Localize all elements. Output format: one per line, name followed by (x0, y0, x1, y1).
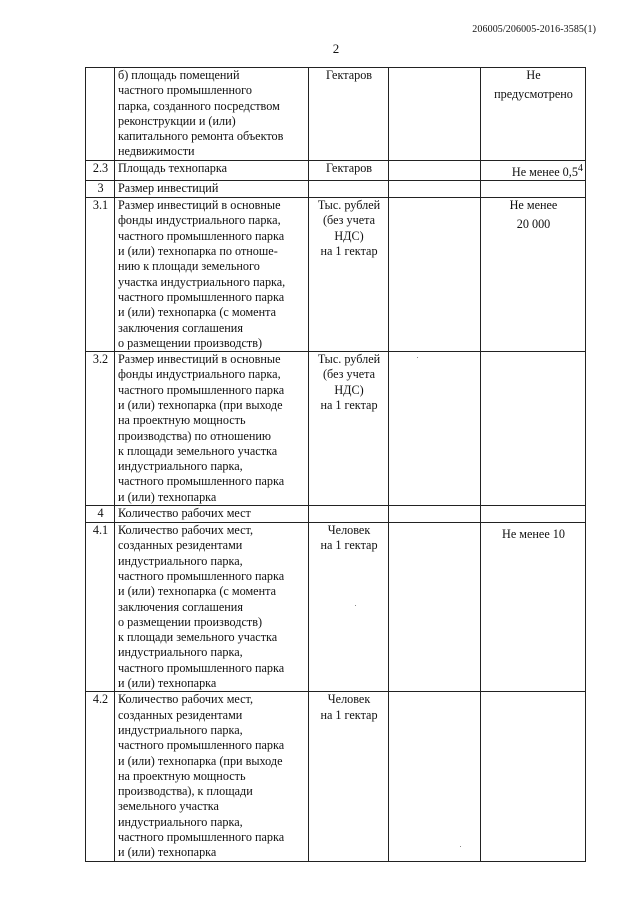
row-unit: Человек на 1 гектар (309, 523, 389, 692)
row-value-text: Не менее 10 (502, 527, 565, 542)
row-blank-cell (389, 506, 481, 523)
row-number: 4 (86, 506, 115, 523)
document-reference: 206005/206005-2016-3585(1) (472, 24, 596, 35)
row-description: Количество рабочих мест (115, 506, 309, 523)
table-row (86, 181, 586, 198)
row-value (481, 506, 586, 523)
page-number: 2 (332, 41, 340, 56)
row-value-text: Не менее 0,5 (511, 164, 578, 179)
row-unit: Человек на 1 гектар (309, 692, 389, 861)
row-description: Размер инвестиций (115, 181, 309, 198)
row-description: Количество рабочих мест, созданных резидентами индустриального парка, частного промышленного парка и (или) технопарка (с момента заключения соглашения о размещении производств) к площади земельного участка индустриального парка, частного промышленного парка и (или) технопарка (115, 523, 309, 692)
scan-speck (460, 846, 461, 847)
row-unit: Гектаров (309, 160, 389, 180)
row-description: Размер инвестиций в основные фонды индустриального парка, частного промышленного парка и (или) технопарка (при выходе на проектную мощность производства) по отношению к площади земельного участка индустриального парка, частного промышленного парка и (или) технопарка (115, 352, 309, 506)
row-blank-cell (389, 68, 481, 161)
table-body (86, 68, 586, 862)
row-value (481, 160, 586, 180)
row-value-text: Не менее 20 000 (509, 198, 558, 232)
row-unit: Гектаров (309, 68, 389, 161)
row-blank-cell (389, 181, 481, 198)
row-description: Размер инвестиций в основные фонды индустриального парка, частного промышленного парка и (или) технопарка по отноше- нию к площади земельного участка индустриального парка, частного промышленного парка и (или) технопарка (с момента заключения соглашения о размещении производств) (115, 198, 309, 352)
row-blank-cell (389, 352, 481, 506)
row-blank-cell (389, 160, 481, 180)
row-number: 2.3 (86, 160, 115, 180)
row-description: Площадь технопарка (115, 160, 309, 180)
indicators-table (85, 67, 586, 862)
table-row (86, 68, 586, 161)
row-unit (309, 181, 389, 198)
row-number: 4.1 (86, 523, 115, 692)
row-value (481, 692, 586, 861)
row-value (481, 181, 586, 198)
scan-speck (417, 357, 418, 358)
row-number (86, 68, 115, 161)
row-value (481, 352, 586, 506)
row-unit (309, 506, 389, 523)
row-number: 3 (86, 181, 115, 198)
row-description: б) площадь помещений частного промышленного парка, созданного посредством реконструкции и (или) капитального ремонта объектов недвижимости (115, 68, 309, 161)
table-row (86, 198, 586, 352)
row-number: 4.2 (86, 692, 115, 861)
table-row (86, 523, 586, 692)
row-number: 3.2 (86, 352, 115, 506)
row-description: Количество рабочих мест, созданных резидентами индустриального парка, частного промышленного парка и (или) технопарка (при выходе на проектную мощность производства), к площади земельного участка индустриального парка, частного промышленного парка и (или) технопарка (115, 692, 309, 861)
row-value-text: Не предусмотрено (494, 68, 573, 102)
table-row (86, 506, 586, 523)
table-row (86, 160, 586, 180)
row-value-footnote: 4 (577, 162, 583, 174)
row-number: 3.1 (86, 198, 115, 352)
row-blank-cell (389, 692, 481, 861)
row-unit: Тыс. рублей (без учета НДС) на 1 гектар (309, 198, 389, 352)
row-blank-cell (389, 523, 481, 692)
row-value (481, 198, 586, 352)
table-row (86, 352, 586, 506)
table-row (86, 692, 586, 861)
row-value (481, 68, 586, 161)
row-blank-cell (389, 198, 481, 352)
scan-speck (355, 605, 356, 606)
row-unit: Тыс. рублей (без учета НДС) на 1 гектар (309, 352, 389, 506)
row-value (481, 523, 586, 692)
